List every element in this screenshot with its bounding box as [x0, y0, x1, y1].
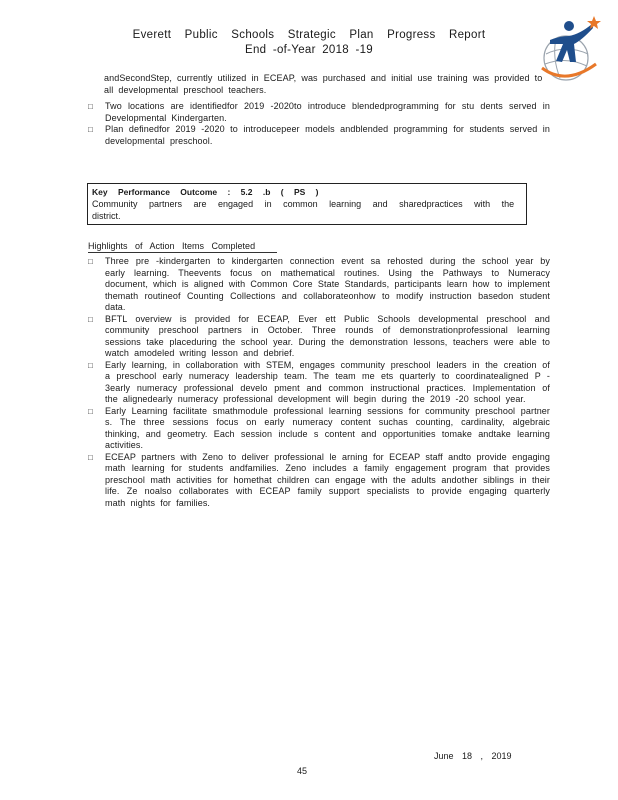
list-item: □ ECEAP partners with Zeno to deliver professional le arning for ECEAP staff andto provide engaging math learning for students andfamilies. Zeno includes a family engagement program that provides preschool math activities for homethat children can engage with the adults andother siblings in their life. Ze noalso collaborates with ECEAP family support specialists to provide engaging quarterly math nights for families. [88, 451, 550, 508]
bullet-icon: □ [88, 257, 93, 266]
kpi-text: Community partners are engaged in common learning and sharedpractices with the district. [92, 199, 515, 221]
report-header [0, 27, 618, 58]
footer-date: June 18 , 2019 [434, 751, 512, 761]
kpi-heading: Key Performance Outcome : 5.2 .b ( PS ) [92, 187, 319, 197]
bullet-icon: □ [88, 102, 93, 111]
bullet-icon: □ [88, 314, 93, 324]
top-bullet-list [88, 101, 550, 147]
bullet-icon: □ [88, 406, 93, 416]
district-logo-icon [536, 14, 602, 82]
list-item: □ Two locations are identifiedfor 2019 -2020to introduce blendedprogramming for stu dents served in Developmental Kindergarten. [88, 101, 550, 123]
bullet-icon: □ [88, 452, 93, 462]
list-item: □ Early Learning facilitate smathmodule professional learning sessions for community preschool partner s. The three sessions focus on early numeracy content suchas counting, cardinality, algebraic thinking, and geometry. Each session include s content and opportunities tomake andtake learning activities. [88, 405, 550, 450]
kpi-box [87, 183, 527, 225]
list-item: □ Early learning, in collaboration with STEM, engages community preschool leaders in the creation of a preschool early numeracy leadership team. The team me ets quarterly to coordinatealigned P - 3early numeracy professional develo pment and common instructional practices. Implementation of the alignedearly numeracy professional development will begin during the 2019 -20 school year. [88, 359, 550, 404]
report-subtitle: End -of-Year 2018 -19 [244, 44, 374, 56]
list-item: □ Plan definedfor 2019 -2020 to introducepeer models andblended programming for students served in developmental preschool. [88, 124, 550, 146]
bullet-icon: □ [88, 125, 93, 134]
list-item: □ Three pre -kindergarten to kindergarten connection event sa rehosted during the school year by early learning. Theevents focus on mathematical routines. Using the Pathways to Numeracy document, which is aligned with Common Core State Standards, participants learn how to implement themath routineof Counting Collections and collaborateonhow to modify instruction basedon student data. [88, 256, 550, 312]
report-title: Everett Public Schools Strategic Plan Progress Report [132, 29, 486, 41]
highlights-heading: Highlights of Action Items Completed [88, 241, 277, 253]
page-number: 45 [297, 766, 308, 776]
list-item: □ BFTL overview is provided for ECEAP, Ever ett Public Schools developmental preschool and community preschool partners in October. Three rounds of demonstrationprofessional learning sessions take placeduring the school year. During the demonstration lessons, teachers were able to watch amodeled writing lesson and debrief. [88, 313, 550, 358]
continued-paragraph: andSecondStep, currently utilized in ECEAP, was purchased and initial use training was provided to all developmental preschool teachers. [104, 73, 543, 95]
highlights-list [88, 256, 550, 509]
bullet-icon: □ [88, 360, 93, 370]
